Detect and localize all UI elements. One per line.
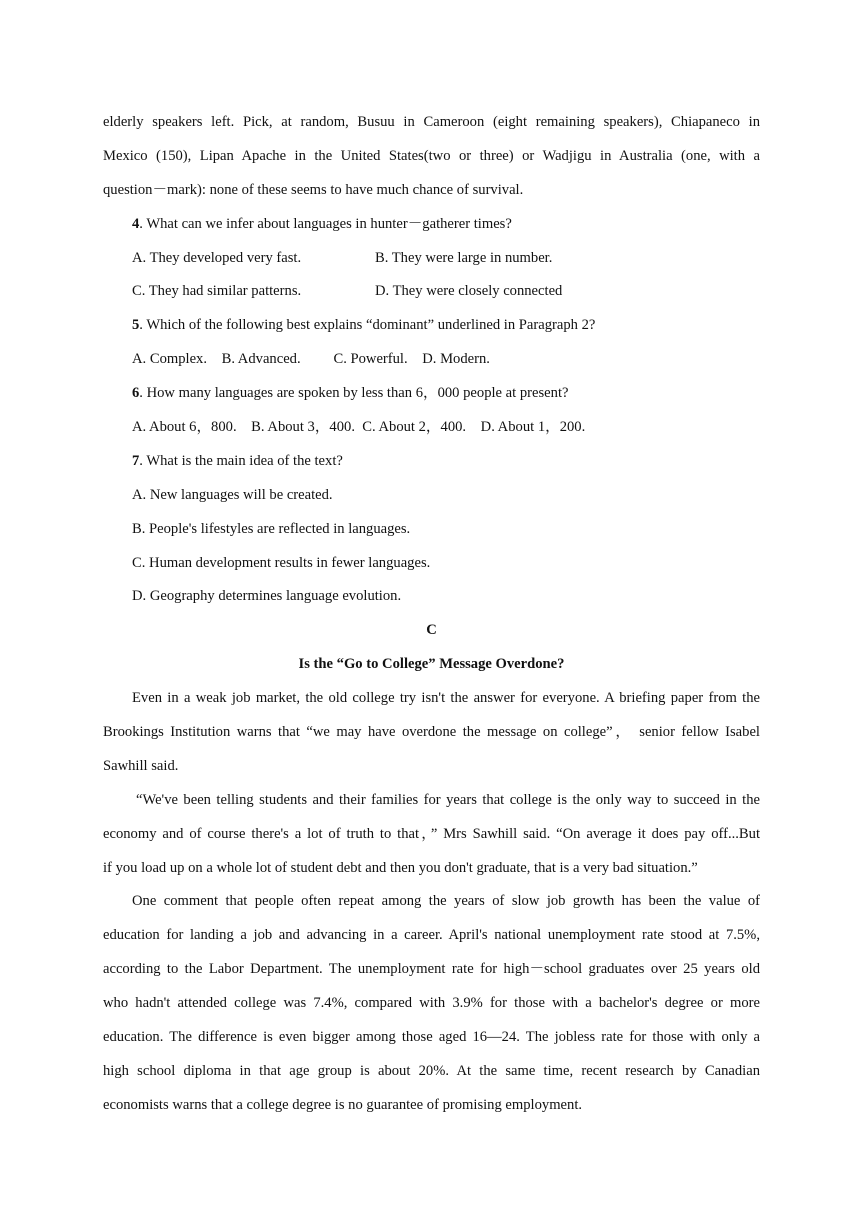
section-title: Is the “Go to College” Message Overdone?	[298, 656, 565, 673]
question-4-options-row-2	[103, 275, 760, 309]
paragraph-line: who hadn't attended college was 7.4%, compared with 3.9% for those with a bachelor's degree or more	[103, 995, 760, 1012]
paragraph-line: Sawhill said.	[103, 757, 179, 774]
option-c: C. Human development results in fewer languages.	[132, 554, 431, 571]
passage-line: question－mark): none of these seems to have much chance of survival.	[103, 181, 524, 198]
paragraph-line: according to the Labor Department. The unemployment rate for high－school graduates over 25 years old	[103, 961, 760, 978]
question-6	[103, 377, 760, 411]
option-a: A. They developed very fast.	[132, 249, 302, 266]
question-4	[103, 208, 760, 242]
paragraph-line: high school diploma in that age group is about 20%. At the same time, recent research by Canadian	[103, 1062, 760, 1079]
question-4-options-row-1	[103, 242, 760, 276]
option-b: B. People's lifestyles are reflected in languages.	[132, 520, 411, 537]
question-text: . What is the main idea of the text?	[139, 452, 343, 469]
option-c: C. They had similar patterns.	[132, 283, 302, 300]
question-number: 4	[132, 215, 140, 232]
paragraph-line: education. The difference is even bigger among those aged 16—24. The jobless rate for those with only a	[103, 1029, 760, 1046]
question-number: 7	[132, 452, 140, 469]
paragraph-line: economists warns that a college degree is no guarantee of promising employment.	[103, 1096, 583, 1113]
paragraph-line: One comment that people often repeat among the years of slow job growth has been the value of	[132, 893, 760, 910]
question-text: . How many languages are spoken by less than 6，000 people at present?	[139, 385, 569, 402]
passage-line: Mexico (150), Lipan Apache in the United States(two or three) or Wadjigu in Australia (one, with a	[103, 147, 760, 164]
section-letter: C	[426, 622, 437, 639]
question-5-options: A. Complex. B. Advanced. C. Powerful. D. Modern.	[132, 351, 490, 368]
option-d: D. Geography determines language evolution.	[132, 588, 402, 605]
question-5	[103, 309, 760, 343]
question-number: 5	[132, 317, 140, 334]
question-text: . What can we infer about languages in hunter－gatherer times?	[139, 215, 512, 232]
paragraph-line: education for landing a job and advancing in a career. April's national unemployment rate stood at 7.5%,	[103, 927, 760, 944]
question-text: . Which of the following best explains “dominant” underlined in Paragraph 2?	[139, 317, 596, 334]
passage-line: elderly speakers left. Pick, at random, Busuu in Cameroon (eight remaining speakers), Chiapaneco in	[103, 114, 760, 130]
paragraph-line: Brookings Institution warns that “we may have overdone the message on college”， senior fellow Isabel	[103, 724, 760, 741]
option-b: B. They were large in number.	[375, 249, 553, 266]
document-page	[103, 106, 760, 1123]
question-7	[103, 445, 760, 479]
question-number: 6	[132, 385, 140, 402]
paragraph-line: “We've been telling students and their families for years that college is the only way to succeed in the	[136, 791, 760, 808]
paragraph-line: Even in a weak job market, the old college try isn't the answer for everyone. A briefing paper from the	[132, 690, 760, 707]
paragraph-line: economy and of course there's a lot of truth to that，” Mrs Sawhill said. “On average it does pay off...But	[103, 825, 760, 842]
option-a: A. New languages will be created.	[132, 486, 333, 503]
paragraph-line: if you load up on a whole lot of student debt and then you don't graduate, that is a very bad situation.”	[103, 859, 698, 876]
question-6-options: A. About 6，800. B. About 3，400. C. About 2，400. D. About 1，200.	[132, 419, 586, 436]
option-d: D. They were closely connected	[375, 283, 563, 300]
